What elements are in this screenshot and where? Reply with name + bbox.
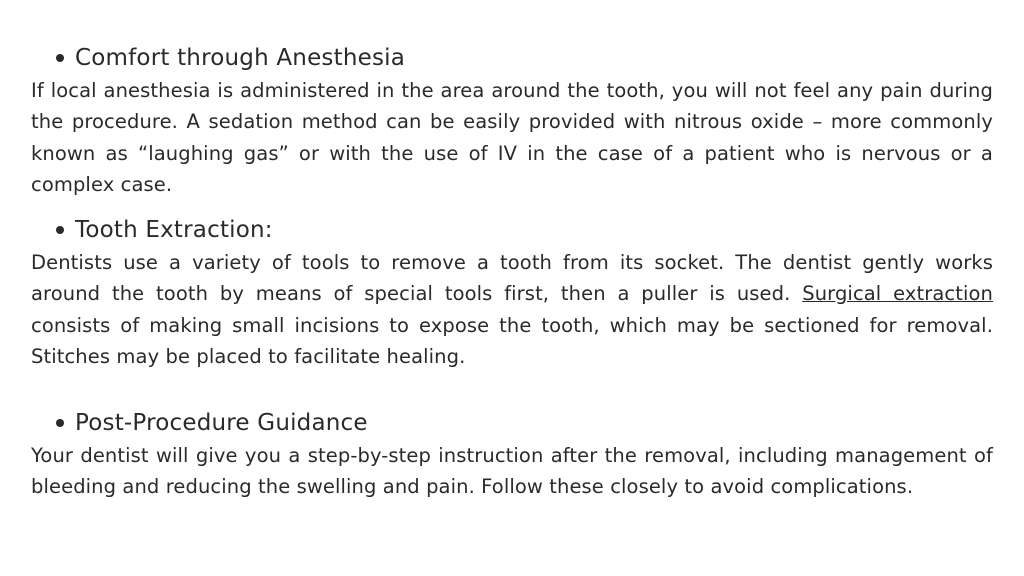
section-heading: Post-Procedure Guidance xyxy=(75,410,368,436)
paragraph-text: Dentists use a variety of tools to remove a tooth from its socket. The dentist gently works around the tooth by means of special tools first, then a puller is used. xyxy=(31,251,993,306)
bullet-item xyxy=(31,213,993,247)
surgical-extraction-link[interactable]: Surgical extraction xyxy=(802,282,994,306)
section-tooth-extraction xyxy=(31,213,993,373)
section-paragraph xyxy=(31,247,993,373)
section-heading: Tooth Extraction: xyxy=(75,217,273,243)
paragraph-text: consists of making small incisions to expose the tooth, which may be sectioned for removal. Stitches may be placed to facilitate healing. xyxy=(31,313,993,369)
section-paragraph: If local anesthesia is administered in the area around the tooth, you will not feel any pain during the procedure. A sedation method can be easily provided with nitrous oxide – more commonly known as “laughing gas” or with the use of IV in the case of a patient who is nervous or a complex case. xyxy=(31,79,993,197)
bullet-icon xyxy=(56,54,64,62)
bullet-icon xyxy=(56,226,64,234)
bullet-icon xyxy=(56,419,64,427)
bullet-item xyxy=(31,41,993,75)
section-post-procedure xyxy=(31,406,993,503)
section-paragraph: Your dentist will give you a step-by-step instruction after the removal, including management of bleeding and reducing the swelling and pain. Follow these closely to avoid complications. xyxy=(31,444,993,499)
section-anesthesia xyxy=(31,41,993,201)
bullet-item xyxy=(31,406,993,440)
section-heading: Comfort through Anesthesia xyxy=(75,45,406,71)
